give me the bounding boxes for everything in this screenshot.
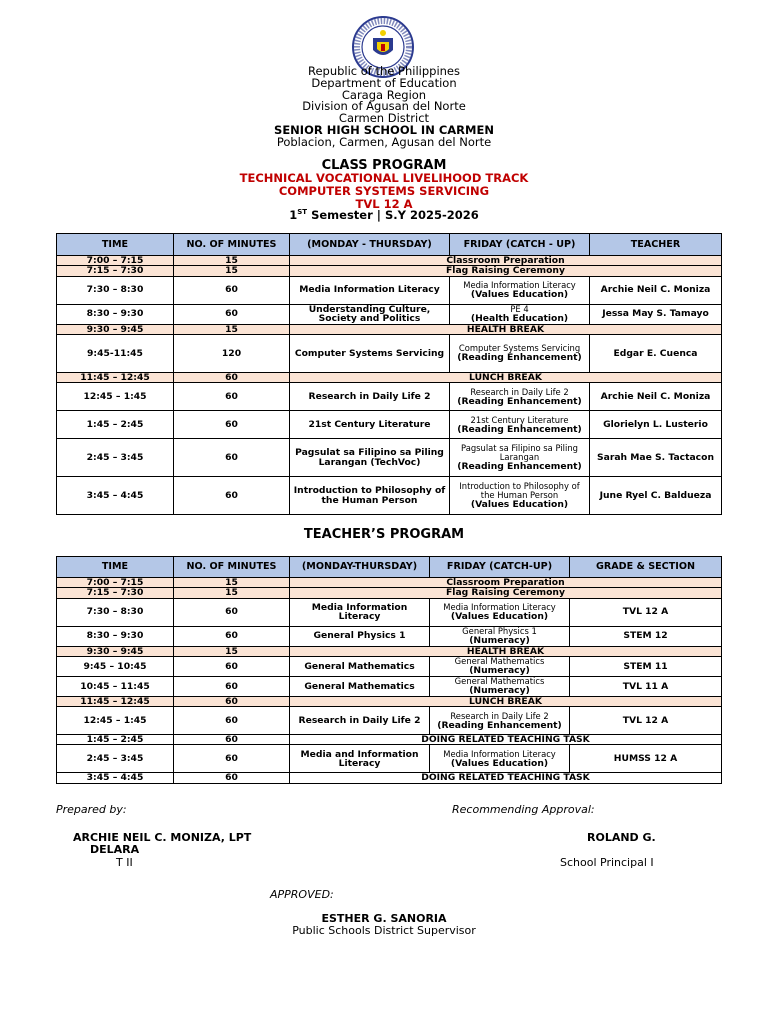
col-grade-section: GRADE & SECTION: [570, 557, 722, 578]
table-row: [57, 598, 722, 626]
table-row: [57, 626, 722, 646]
semester-text: Semester | S.Y 2025-2026: [307, 208, 479, 222]
time-cell: 3:45 – 4:45: [57, 773, 174, 783]
recommending-label: Recommending Approval:: [452, 803, 595, 816]
friday-subject: PE 4: [510, 304, 529, 315]
minutes-cell: 60: [174, 696, 290, 706]
friday-subject: Computer Systems Servicing: [458, 343, 581, 354]
approved-label: APPROVED:: [270, 888, 334, 901]
friday-cell: [430, 598, 570, 626]
approved-name: ESTHER G. SANORIA: [321, 912, 447, 925]
activity-cell: HEALTH BREAK: [290, 324, 722, 334]
grade-section-cell: HUMSS 12 A: [570, 745, 722, 773]
col-minutes: NO. OF MINUTES: [174, 557, 290, 578]
teacher-program-body: [57, 578, 722, 784]
time-cell: 7:15 – 7:30: [57, 588, 174, 598]
friday-cell: [430, 626, 570, 646]
minutes-cell: 60: [174, 626, 290, 646]
friday-subject: General Physics 1: [462, 626, 537, 637]
activity-cell: DOING RELATED TEACHING TASK: [290, 735, 722, 745]
minutes-cell: 60: [174, 707, 290, 735]
class-program-body: [57, 256, 722, 515]
time-cell: 9:30 – 9:45: [57, 646, 174, 656]
activity-cell: LUNCH BREAK: [290, 696, 722, 706]
grade-section-cell: STEM 12: [570, 626, 722, 646]
teacher-program-title: TEACHER’S PROGRAM: [303, 527, 465, 542]
class-program-table: [56, 233, 722, 515]
minutes-cell: 15: [174, 646, 290, 656]
time-cell: 7:30 – 8:30: [57, 598, 174, 626]
table-row: [57, 372, 722, 382]
republic-line: Republic of the Philippines: [307, 64, 461, 78]
friday-cell: [450, 304, 590, 324]
friday-focus: (Reading Enhancement): [437, 719, 562, 731]
col-time: TIME: [57, 234, 174, 256]
minutes-cell: 60: [174, 656, 290, 676]
friday-focus: (Numeracy): [469, 665, 530, 677]
minutes-cell: 60: [174, 372, 290, 382]
friday-cell: [430, 745, 570, 773]
table-row: [57, 707, 722, 735]
table-row: [57, 773, 722, 783]
col-mon-thu: (MONDAY - THURSDAY): [290, 234, 450, 256]
table-row: [57, 646, 722, 656]
time-cell: 7:15 – 7:30: [57, 266, 174, 276]
friday-cell: [450, 276, 590, 304]
activity-cell: LUNCH BREAK: [290, 372, 722, 382]
class-program-title: CLASS PROGRAM: [321, 158, 447, 173]
friday-cell: [450, 439, 590, 477]
time-cell: 2:45 – 3:45: [57, 439, 174, 477]
department-line: Department of Education: [311, 75, 457, 90]
school-name: SENIOR HIGH SCHOOL IN CARMEN: [274, 122, 494, 137]
time-cell: 9:30 – 9:45: [57, 324, 174, 334]
friday-cell: [450, 411, 590, 439]
table-row: [57, 735, 722, 745]
recommending-position: School Principal I: [560, 856, 654, 869]
time-cell: 1:45 – 2:45: [57, 735, 174, 745]
minutes-cell: 60: [174, 735, 290, 745]
grade-section-cell: TVL 12 A: [570, 707, 722, 735]
teacher-cell: Edgar E. Cuenca: [590, 334, 722, 372]
time-cell: 9:45-11:45: [57, 334, 174, 372]
letterhead: [0, 66, 768, 149]
subject-cell: Research in Daily Life 2: [290, 383, 450, 411]
table-row: [57, 477, 722, 515]
friday-focus: (Reading Enhancement): [457, 423, 582, 435]
time-cell: 3:45 – 4:45: [57, 477, 174, 515]
time-cell: 2:45 – 3:45: [57, 745, 174, 773]
table-row: [57, 411, 722, 439]
track-title: TECHNICAL VOCATIONAL LIVELIHOOD TRACK: [239, 171, 529, 185]
minutes-cell: 15: [174, 588, 290, 598]
activity-cell: HEALTH BREAK: [290, 646, 722, 656]
minutes-cell: 15: [174, 266, 290, 276]
friday-focus: (Numeracy): [469, 685, 530, 697]
friday-subject: Media Information Literacy: [463, 280, 576, 291]
friday-cell: [430, 707, 570, 735]
table-row: [57, 383, 722, 411]
friday-cell: [450, 334, 590, 372]
friday-focus: (Reading Enhancement): [457, 352, 582, 364]
minutes-cell: 60: [174, 676, 290, 696]
table-row: [57, 304, 722, 324]
subject-cell: Computer Systems Servicing: [290, 334, 450, 372]
table-row: [57, 439, 722, 477]
minutes-cell: 60: [174, 304, 290, 324]
prepared-name: ARCHIE NEIL C. MONIZA, LPT: [73, 831, 252, 844]
division-line: Division of Agusan del Norte: [302, 99, 466, 114]
minutes-cell: 60: [174, 477, 290, 515]
teacher-cell: June Ryel C. Baldueza: [590, 477, 722, 515]
activity-cell: DOING RELATED TEACHING TASK: [290, 773, 722, 783]
friday-focus: (Values Education): [450, 757, 549, 769]
friday-cell: [450, 477, 590, 515]
friday-subject: Introduction to Philosophy of the Human Person: [459, 481, 580, 501]
teacher-program-table: [56, 556, 722, 784]
minutes-cell: 60: [174, 598, 290, 626]
subject-cell: General Mathematics: [290, 676, 430, 696]
col-friday: FRIDAY (CATCH-UP): [430, 557, 570, 578]
semester-suffix: ST: [297, 208, 308, 217]
activity-cell: Flag Raising Ceremony: [290, 588, 722, 598]
prepared-by-label: Prepared by:: [56, 803, 127, 816]
table-row: [57, 676, 722, 696]
track-strand-section: [0, 172, 768, 211]
semester-number: 1: [289, 208, 298, 222]
friday-cell: [450, 383, 590, 411]
friday-subject: General Mathematics: [454, 676, 545, 687]
subject-cell: Pagsulat sa Filipino sa Piling Larangan (TechVoc): [290, 439, 450, 477]
region-line: Caraga Region: [341, 87, 427, 102]
subject-cell: 21st Century Literature: [290, 411, 450, 439]
minutes-cell: 60: [174, 276, 290, 304]
col-minutes: NO. OF MINUTES: [174, 234, 290, 256]
col-time: TIME: [57, 557, 174, 578]
friday-subject: 21st Century Literature: [470, 414, 569, 425]
minutes-cell: 60: [174, 383, 290, 411]
teacher-cell: Archie Neil C. Moniza: [590, 276, 722, 304]
table-row: [57, 696, 722, 706]
time-cell: 11:45 – 12:45: [57, 696, 174, 706]
friday-subject: General Mathematics: [454, 656, 545, 667]
friday-focus: (Values Education): [450, 611, 549, 623]
friday-cell: [430, 656, 570, 676]
table-row: [57, 256, 722, 266]
friday-focus: (Values Education): [470, 289, 569, 301]
time-cell: 10:45 – 11:45: [57, 676, 174, 696]
friday-focus: (Numeracy): [469, 635, 530, 647]
table-row: [57, 276, 722, 304]
strand-title: COMPUTER SYSTEMS SERVICING: [278, 184, 490, 198]
col-friday: FRIDAY (CATCH - UP): [450, 234, 590, 256]
subject-cell: Media Information Literacy: [290, 598, 430, 626]
recommending-name: ROLAND G.: [587, 831, 656, 844]
subject-cell: Media and Information Literacy: [290, 745, 430, 773]
time-cell: 7:00 – 7:15: [57, 578, 174, 588]
friday-focus: (Reading Enhancement): [457, 395, 582, 407]
subject-cell: General Mathematics: [290, 656, 430, 676]
subject-cell: General Physics 1: [290, 626, 430, 646]
subject-cell: Introduction to Philosophy of the Human Person: [290, 477, 450, 515]
teacher-cell: Glorielyn L. Lusterio: [590, 411, 722, 439]
minutes-cell: 60: [174, 745, 290, 773]
col-teacher: TEACHER: [590, 234, 722, 256]
approved-position: Public Schools District Supervisor: [292, 924, 476, 937]
friday-focus: (Health Education): [470, 313, 569, 325]
time-cell: 11:45 – 12:45: [57, 372, 174, 382]
grade-section-cell: STEM 11: [570, 656, 722, 676]
district-line: Carmen District: [338, 111, 430, 126]
table-row: [57, 266, 722, 276]
grade-section-cell: TVL 12 A: [570, 598, 722, 626]
friday-cell: [430, 676, 570, 696]
time-cell: 1:45 – 2:45: [57, 411, 174, 439]
minutes-cell: 60: [174, 439, 290, 477]
table-row: [57, 578, 722, 588]
time-cell: 7:00 – 7:15: [57, 256, 174, 266]
minutes-cell: 60: [174, 411, 290, 439]
table-row: [57, 324, 722, 334]
time-cell: 8:30 – 9:30: [57, 304, 174, 324]
prepared-position: T II: [116, 856, 133, 869]
friday-subject: Research in Daily Life 2: [470, 386, 569, 397]
table-row: [57, 334, 722, 372]
friday-subject: Pagsulat sa Filipino sa Piling Larangan: [461, 443, 578, 463]
minutes-cell: 15: [174, 324, 290, 334]
time-cell: 7:30 – 8:30: [57, 276, 174, 304]
time-cell: 12:45 – 1:45: [57, 383, 174, 411]
minutes-cell: 15: [174, 256, 290, 266]
subject-cell: Research in Daily Life 2: [290, 707, 430, 735]
teacher-cell: Archie Neil C. Moniza: [590, 383, 722, 411]
friday-subject: Media Information Literacy: [443, 602, 556, 613]
time-cell: 12:45 – 1:45: [57, 707, 174, 735]
friday-subject: Research in Daily Life 2: [450, 710, 549, 721]
prepared-name-2: DELARA: [90, 843, 140, 856]
time-cell: 9:45 – 10:45: [57, 656, 174, 676]
subject-cell: Understanding Culture, Society and Politics: [290, 304, 450, 324]
col-mon-thu: (MONDAY-THURSDAY): [290, 557, 430, 578]
friday-focus: (Values Education): [470, 499, 569, 511]
activity-cell: Classroom Preparation: [290, 578, 722, 588]
minutes-cell: 60: [174, 773, 290, 783]
subject-cell: Media Information Literacy: [290, 276, 450, 304]
minutes-cell: 15: [174, 578, 290, 588]
table-row: [57, 588, 722, 598]
section-title: TVL 12 A: [355, 197, 413, 211]
time-cell: 8:30 – 9:30: [57, 626, 174, 646]
table-row: [57, 745, 722, 773]
activity-cell: Flag Raising Ceremony: [290, 266, 722, 276]
friday-subject: Media Information Literacy: [443, 748, 556, 759]
table-row: [57, 656, 722, 676]
teacher-cell: Sarah Mae S. Tactacon: [590, 439, 722, 477]
activity-cell: Classroom Preparation: [290, 256, 722, 266]
teacher-cell: Jessa May S. Tamayo: [590, 304, 722, 324]
school-address: Poblacion, Carmen, Agusan del Norte: [276, 134, 492, 149]
friday-focus: (Reading Enhancement): [457, 461, 582, 473]
grade-section-cell: TVL 11 A: [570, 676, 722, 696]
semester-line: [0, 208, 768, 222]
minutes-cell: 120: [174, 334, 290, 372]
